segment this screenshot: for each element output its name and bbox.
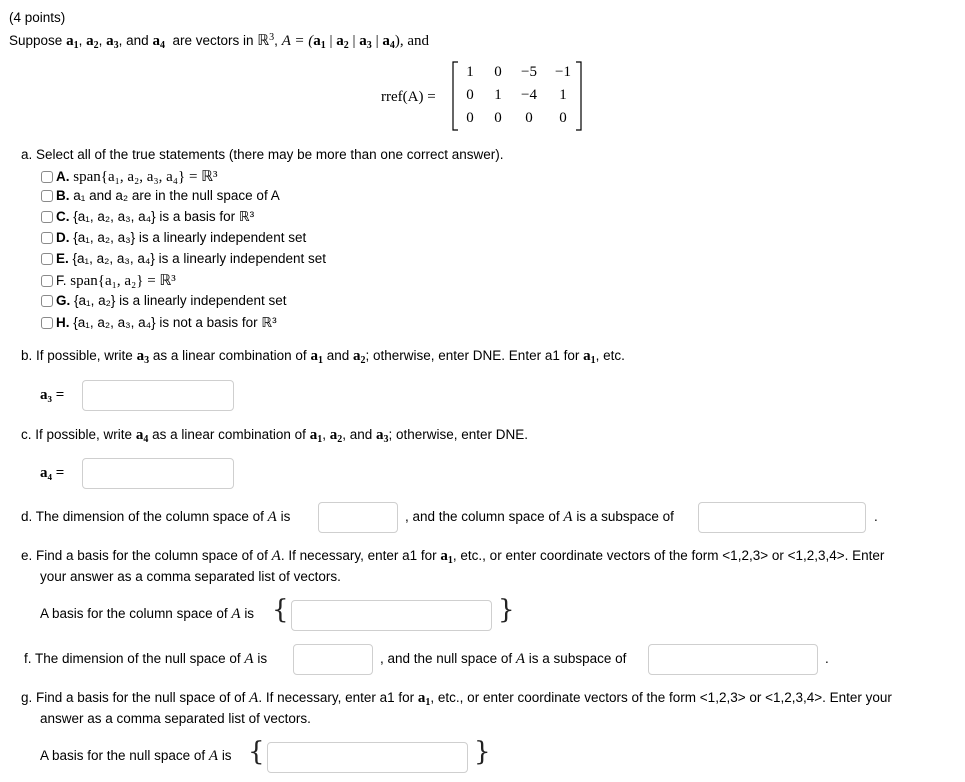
part-d-prompt-1: d. The dimension of the column space of A is [21, 509, 291, 525]
option-b-checkbox[interactable] [41, 190, 53, 202]
part-f-prompt-2: , and the null space of A is a subspace of [380, 651, 627, 667]
option-e-checkbox[interactable] [41, 253, 53, 265]
option-h[interactable]: H. {a₁, a₂, a₃, a₄} is not a basis for ℝ³ [41, 315, 277, 331]
column-basis-label: A basis for the column space of A is [40, 606, 255, 622]
part-g-prompt: g. Find a basis for the null space of of A. If necessary, enter a1 for $a_1$, etc., or enter coordinate vectors of the form <1,2,3> or <1,2,3,4>. Enter your [21, 690, 892, 708]
option-c[interactable]: C. {a₁, a₂, a₃, a₄} is a basis for ℝ³ [41, 209, 254, 225]
part-a-prompt: a. Select all of the true statements (there may be more than one correct answer). [21, 147, 504, 162]
a4-input[interactable] [82, 458, 234, 489]
column-space-subspace-input[interactable] [698, 502, 866, 533]
part-b-prompt: b. If possible, write $a_3$ as a linear combination of $a_1$ and $a_2$; otherwise, enter DNE. Enter a1 for $a_1$, etc. [21, 348, 625, 366]
null-basis-label: A basis for the null space of A is [40, 748, 232, 764]
part-e-prompt: e. Find a basis for the column space of of A. If necessary, enter a1 for $a_1$, etc., or enter coordinate vectors of the form <1,2,3> or <1,2,3,4>. Enter [21, 548, 885, 566]
null-space-dimension-input[interactable] [293, 644, 373, 675]
part-e-prompt-line2: your answer as a comma separated list of vectors. [40, 569, 341, 584]
option-g-checkbox[interactable] [41, 295, 53, 307]
rref-table [456, 61, 580, 130]
option-g[interactable]: G. {a₁, a₂} is a linearly independent set [41, 293, 286, 308]
close-brace: } [474, 737, 491, 767]
a4-label: a₄ = [40, 465, 65, 481]
rref-row: 0 0 0 0 [466, 110, 567, 126]
open-brace: { [272, 595, 289, 625]
rref-label: rref(A) = [381, 89, 436, 105]
period: . [825, 651, 829, 666]
option-d-checkbox[interactable] [41, 232, 53, 244]
part-c-prompt: c. If possible, write $a_4$ as a linear combination of $a_1$, $a_2$, and $a_3$; otherwise, enter DNE. [21, 427, 529, 445]
period: . [874, 509, 878, 524]
rref-matrix [450, 60, 584, 132]
part-d-prompt-2: , and the column space of A is a subspace of [405, 509, 674, 525]
option-h-checkbox[interactable] [41, 317, 53, 329]
intro-text: Suppose $a_1$, $a_2$, $a_3$, and $a_4$ are vectors in ℝ$^3$, $A = (a_1$ | $a_2$ | $a_3$ | $a_4$), and [9, 32, 429, 51]
open-brace: { [248, 737, 265, 767]
option-f-checkbox[interactable] [41, 275, 53, 287]
part-g-prompt-line2: answer as a comma separated list of vectors. [40, 711, 311, 726]
points-label: (4 points) [9, 10, 66, 25]
null-space-subspace-input[interactable] [648, 644, 818, 675]
option-a-checkbox[interactable] [41, 171, 53, 183]
rref-row: 1 0 −5 −1 [466, 64, 571, 80]
rref-row: 0 1 −4 1 [466, 87, 567, 103]
column-space-basis-input[interactable] [291, 600, 492, 631]
option-b[interactable]: B. a₁ and a₂ are in the null space of A [41, 188, 280, 203]
null-space-basis-input[interactable] [267, 742, 468, 773]
option-c-checkbox[interactable] [41, 211, 53, 223]
option-d[interactable]: D. {a₁, a₂, a₃} is a linearly independent set [41, 230, 306, 245]
column-space-dimension-input[interactable] [318, 502, 398, 533]
option-f[interactable]: F. span{a₁, a₂} = ℝ³ [41, 271, 176, 290]
option-a[interactable]: A. span{a₁, a₂, a₃, a₄} = ℝ³ [41, 167, 218, 186]
option-e[interactable]: E. {a₁, a₂, a₃, a₄} is a linearly independent set [41, 251, 326, 266]
part-f-prompt-1: f. The dimension of the null space of A is [24, 651, 268, 667]
a3-input[interactable] [82, 380, 234, 411]
a3-label: a₃ = [40, 387, 65, 403]
close-brace: } [498, 595, 515, 625]
